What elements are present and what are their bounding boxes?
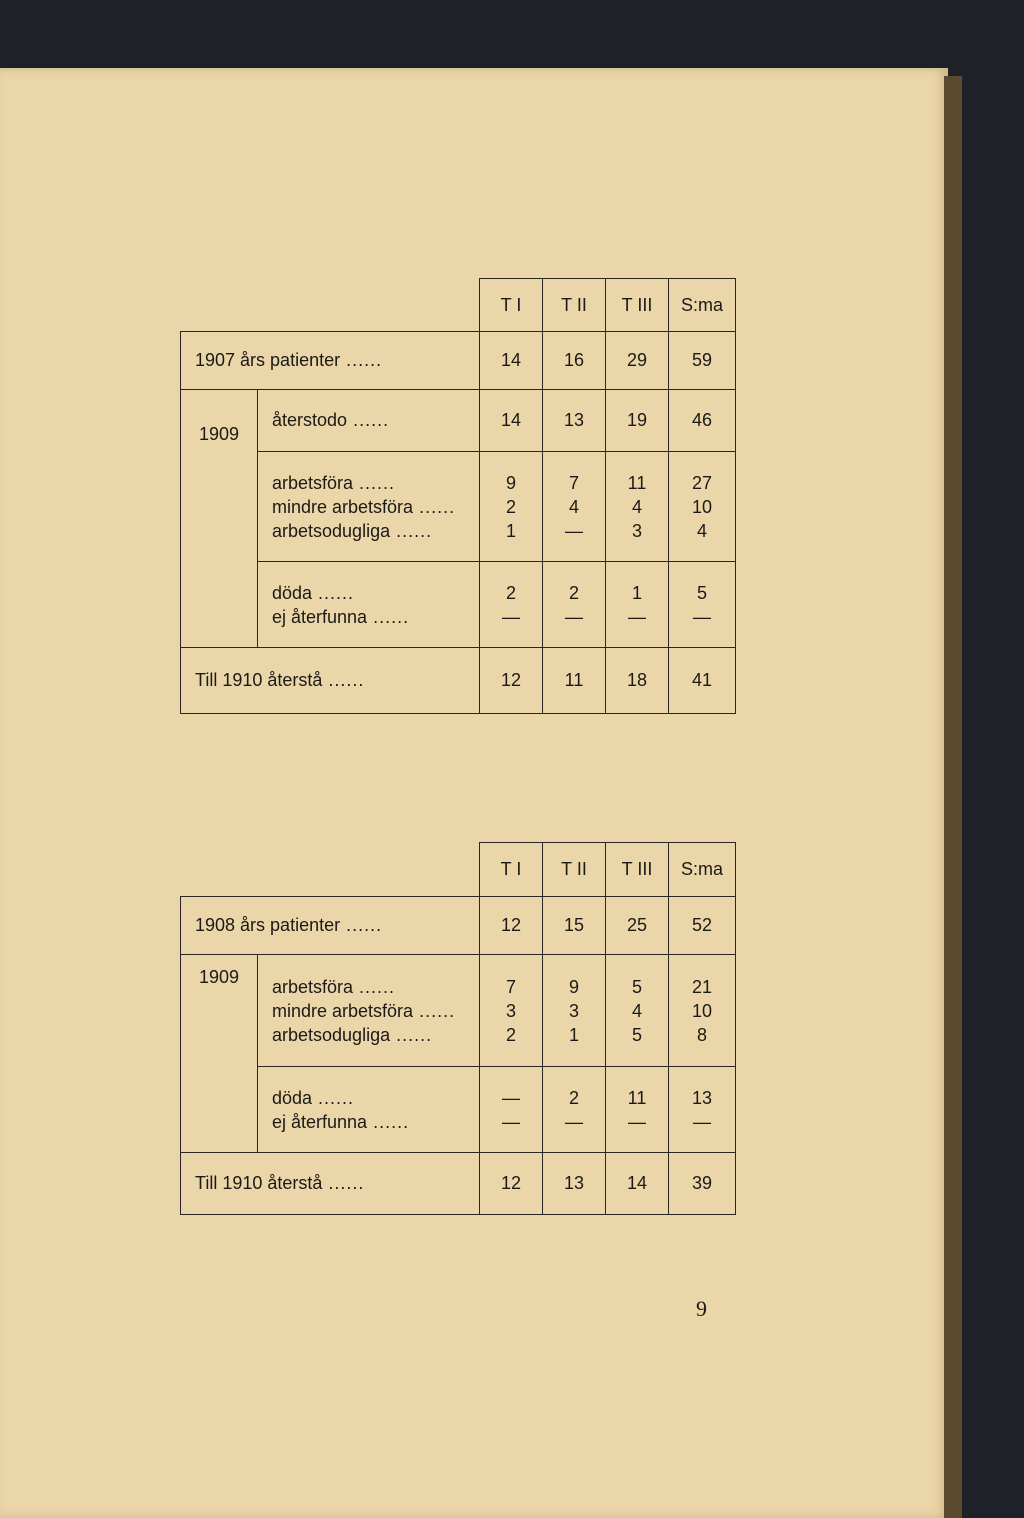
row-label: återstodo ......	[258, 390, 480, 452]
value-cell: 2	[568, 1087, 579, 1108]
value-cell: —	[628, 606, 646, 627]
table-header-row	[181, 843, 736, 897]
group-labels	[258, 955, 480, 1067]
value-cell: —	[565, 606, 583, 627]
row-label: arbetsföra ......	[272, 471, 479, 495]
row-label: Till 1910 återstå ......	[181, 1153, 480, 1215]
value-cell: 39	[669, 1153, 736, 1215]
value-cell: 14	[606, 1153, 669, 1215]
value-cell: 4	[631, 496, 642, 517]
page-number: 9	[696, 1296, 707, 1321]
row-label: arbetsodugliga ......	[272, 1023, 479, 1047]
statistics-table-1907	[180, 278, 736, 714]
value-cell: 3	[568, 1000, 579, 1021]
value-cell: 3	[505, 1000, 516, 1021]
value-cell: 2	[505, 582, 516, 603]
value-cell: 8	[696, 1024, 707, 1045]
table-row	[181, 332, 736, 390]
value-cell: 11	[627, 472, 647, 493]
table-row	[181, 648, 736, 714]
value-cell: 5	[631, 976, 642, 997]
value-cell: —	[502, 1111, 520, 1132]
value-column	[606, 955, 669, 1067]
value-cell: 14	[480, 390, 543, 452]
value-column	[543, 955, 606, 1067]
value-cell: 14	[480, 332, 543, 390]
header-cell: T I	[480, 279, 543, 332]
row-label: 1908 års patienter ......	[181, 897, 480, 955]
header-cell: T III	[606, 843, 669, 897]
header-cell: T I	[480, 843, 543, 897]
value-cell: 5	[631, 1024, 642, 1045]
value-cell: 7	[568, 472, 579, 493]
year-label: 1909	[181, 955, 258, 1153]
value-cell: 7	[505, 976, 516, 997]
year-text: 1909	[198, 424, 240, 444]
value-cell: —	[628, 1111, 646, 1132]
value-column	[543, 562, 606, 648]
value-cell: 4	[631, 1000, 642, 1021]
group-labels	[258, 1067, 480, 1153]
group-labels	[258, 452, 480, 562]
header-cell: T II	[543, 279, 606, 332]
value-cell: 2	[505, 496, 516, 517]
value-column	[543, 452, 606, 562]
header-cell: T III	[606, 279, 669, 332]
value-cell: 21	[691, 976, 713, 997]
value-column	[543, 1067, 606, 1153]
row-label: döda ......	[272, 581, 479, 605]
value-cell: 1	[505, 520, 516, 541]
page-edge	[944, 76, 962, 1518]
value-cell: —	[502, 606, 520, 627]
row-label: mindre arbetsföra ......	[272, 999, 479, 1023]
value-cell: 2	[505, 1024, 516, 1045]
value-column	[480, 452, 543, 562]
value-cell: 29	[606, 332, 669, 390]
value-cell: 25	[606, 897, 669, 955]
year-label	[181, 390, 258, 648]
header-cell: S:ma	[669, 843, 736, 897]
value-cell: 10	[691, 496, 713, 517]
value-cell: 41	[669, 648, 736, 714]
table-row	[181, 897, 736, 955]
value-column	[606, 452, 669, 562]
value-cell: 10	[691, 1000, 713, 1021]
value-column	[669, 955, 736, 1067]
row-label: arbetsföra ......	[272, 975, 479, 999]
value-cell: 1	[568, 1024, 579, 1045]
value-column	[480, 955, 543, 1067]
value-column	[480, 562, 543, 648]
statistics-table-1908	[180, 842, 736, 1215]
value-cell: 3	[631, 520, 642, 541]
table-row-group	[181, 955, 736, 1067]
group-labels	[258, 562, 480, 648]
value-column	[669, 1067, 736, 1153]
value-cell: —	[565, 520, 583, 541]
value-cell: —	[502, 1087, 520, 1108]
value-cell: 4	[696, 520, 707, 541]
table-row-group	[181, 562, 736, 648]
value-column	[480, 1067, 543, 1153]
table-row-group	[181, 452, 736, 562]
value-cell: 46	[669, 390, 736, 452]
value-column	[606, 562, 669, 648]
value-cell: —	[693, 606, 711, 627]
value-cell: 13	[691, 1087, 713, 1108]
value-cell: —	[565, 1111, 583, 1132]
value-cell: 9	[568, 976, 579, 997]
value-column	[669, 562, 736, 648]
value-cell: 12	[480, 1153, 543, 1215]
value-cell: 19	[606, 390, 669, 452]
value-cell: 11	[543, 648, 606, 714]
value-cell: 13	[543, 390, 606, 452]
row-label: arbetsodugliga ......	[272, 519, 479, 543]
value-cell: 1	[631, 582, 642, 603]
value-cell: 12	[480, 897, 543, 955]
header-cell: T II	[543, 843, 606, 897]
value-cell: 5	[696, 582, 707, 603]
value-cell: 18	[606, 648, 669, 714]
row-label: 1907 års patienter ......	[181, 332, 480, 390]
value-cell: 13	[543, 1153, 606, 1215]
value-cell: 2	[568, 582, 579, 603]
value-cell: 16	[543, 332, 606, 390]
value-cell: 59	[669, 332, 736, 390]
table-row	[181, 1153, 736, 1215]
value-cell: 11	[627, 1087, 647, 1108]
row-label: Till 1910 återstå ......	[181, 648, 480, 714]
value-cell: 15	[543, 897, 606, 955]
value-cell: 12	[480, 648, 543, 714]
value-column	[669, 452, 736, 562]
value-cell: 27	[691, 472, 713, 493]
value-cell: 52	[669, 897, 736, 955]
value-cell: 4	[568, 496, 579, 517]
value-column	[606, 1067, 669, 1153]
value-cell: 9	[505, 472, 516, 493]
value-cell: —	[693, 1111, 711, 1132]
row-label: ej återfunna ......	[272, 605, 479, 629]
table-header-row	[181, 279, 736, 332]
header-cell: S:ma	[669, 279, 736, 332]
row-label: mindre arbetsföra ......	[272, 495, 479, 519]
table-row-group	[181, 1067, 736, 1153]
row-label: ej återfunna ......	[272, 1110, 479, 1134]
row-label: döda ......	[272, 1086, 479, 1110]
table-row	[181, 390, 736, 452]
